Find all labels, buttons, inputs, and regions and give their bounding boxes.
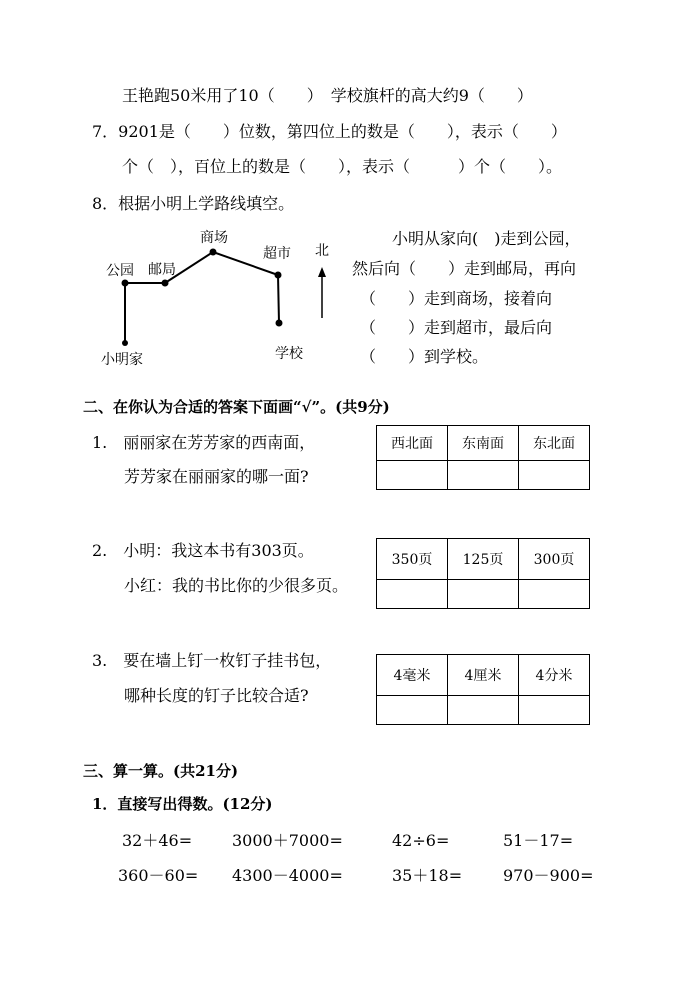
calc-item: 970－900= [503, 866, 594, 885]
s2-q2-line-2: 小红：我的书比你的少很多页。 [124, 576, 349, 595]
answer-cell[interactable] [377, 696, 448, 725]
answer-cell[interactable] [448, 461, 519, 490]
calc-item: 35＋18= [392, 866, 463, 885]
option-cell: 东北面 [519, 426, 590, 461]
park-point [122, 280, 129, 287]
q7-line-1: 7．9201是（ ）位数，第四位上的数是（ ），表示（ ） [92, 122, 567, 141]
q8-text-5: （ ）到学校。 [360, 347, 489, 366]
calc-item: 51－17= [503, 831, 574, 850]
q8-title: 8．根据小明上学路线填空。 [92, 194, 295, 213]
park-label: 公园 [106, 263, 134, 279]
answer-cell[interactable] [519, 461, 590, 490]
s2-q3-line-2: 哪种长度的钉子比较合适? [124, 686, 309, 705]
answer-cell[interactable] [519, 696, 590, 725]
calc-item: 360－60= [118, 866, 199, 885]
q7-line-2: 个（ ），百位上的数是（ ），表示（ ）个（ ）。 [122, 157, 563, 176]
s2-q3-line-1: 3. 要在墙上钉一枚钉子挂书包， [92, 651, 332, 670]
mall-label: 商场 [200, 230, 228, 246]
answer-cell[interactable] [448, 580, 519, 609]
s2-q2-line-1: 2. 小明：我这本书有303页。 [92, 541, 314, 560]
answer-cell[interactable] [519, 580, 590, 609]
q6-line: 王艳跑50米用了10（ ） 学校旗杆的高大约9（ ） [122, 86, 533, 105]
answer-cell[interactable] [448, 696, 519, 725]
calc-item: 3000＋7000= [232, 831, 343, 850]
north-label: 北 [315, 243, 329, 259]
option-cell: 4厘米 [448, 655, 519, 696]
s3-q1-title: 1．直接写出得数。(12分) [92, 795, 273, 813]
s2-q1-line-1: 1. 丽丽家在芳芳家的西南面， [92, 433, 316, 452]
s2-q1-line-2: 芳芳家在丽丽家的哪一面? [124, 467, 309, 486]
option-cell: 4分米 [519, 655, 590, 696]
route-map [98, 225, 338, 375]
post-label: 邮局 [148, 262, 176, 278]
school-point [276, 320, 283, 327]
mall-point [210, 249, 217, 256]
option-cell: 300页 [519, 539, 590, 580]
q8-text-1: 小明从家向( )走到公园， [392, 229, 581, 248]
home-point [122, 340, 128, 346]
option-cell: 4毫米 [377, 655, 448, 696]
school-label: 学校 [275, 346, 303, 362]
market-label: 超市 [263, 246, 291, 262]
option-cell: 东南面 [448, 426, 519, 461]
answer-cell[interactable] [377, 580, 448, 609]
calc-item: 32＋46= [122, 831, 193, 850]
answer-cell[interactable] [377, 461, 448, 490]
section-2-title: 二、在你认为合适的答案下面画“√”。(共9分) [83, 398, 390, 416]
calc-item: 42÷6= [392, 831, 450, 850]
q8-text-2: 然后向（ ）走到邮局，再向 [352, 259, 577, 278]
option-cell: 350页 [377, 539, 448, 580]
post-point [162, 280, 169, 287]
north-arrow-head [318, 267, 326, 277]
market-point [275, 272, 282, 279]
q8-text-4: （ ）走到超市，最后向 [360, 318, 553, 337]
q8-text-3: （ ）走到商场，接着向 [360, 289, 553, 308]
calc-item: 4300－4000= [232, 866, 343, 885]
option-cell: 125页 [448, 539, 519, 580]
answer-table-1 [376, 425, 590, 490]
answer-table-2 [376, 538, 590, 609]
home-label: 小明家 [101, 352, 143, 368]
option-cell: 西北面 [377, 426, 448, 461]
section-3-title: 三、算一算。(共21分) [83, 762, 239, 780]
answer-table-3 [376, 654, 590, 725]
